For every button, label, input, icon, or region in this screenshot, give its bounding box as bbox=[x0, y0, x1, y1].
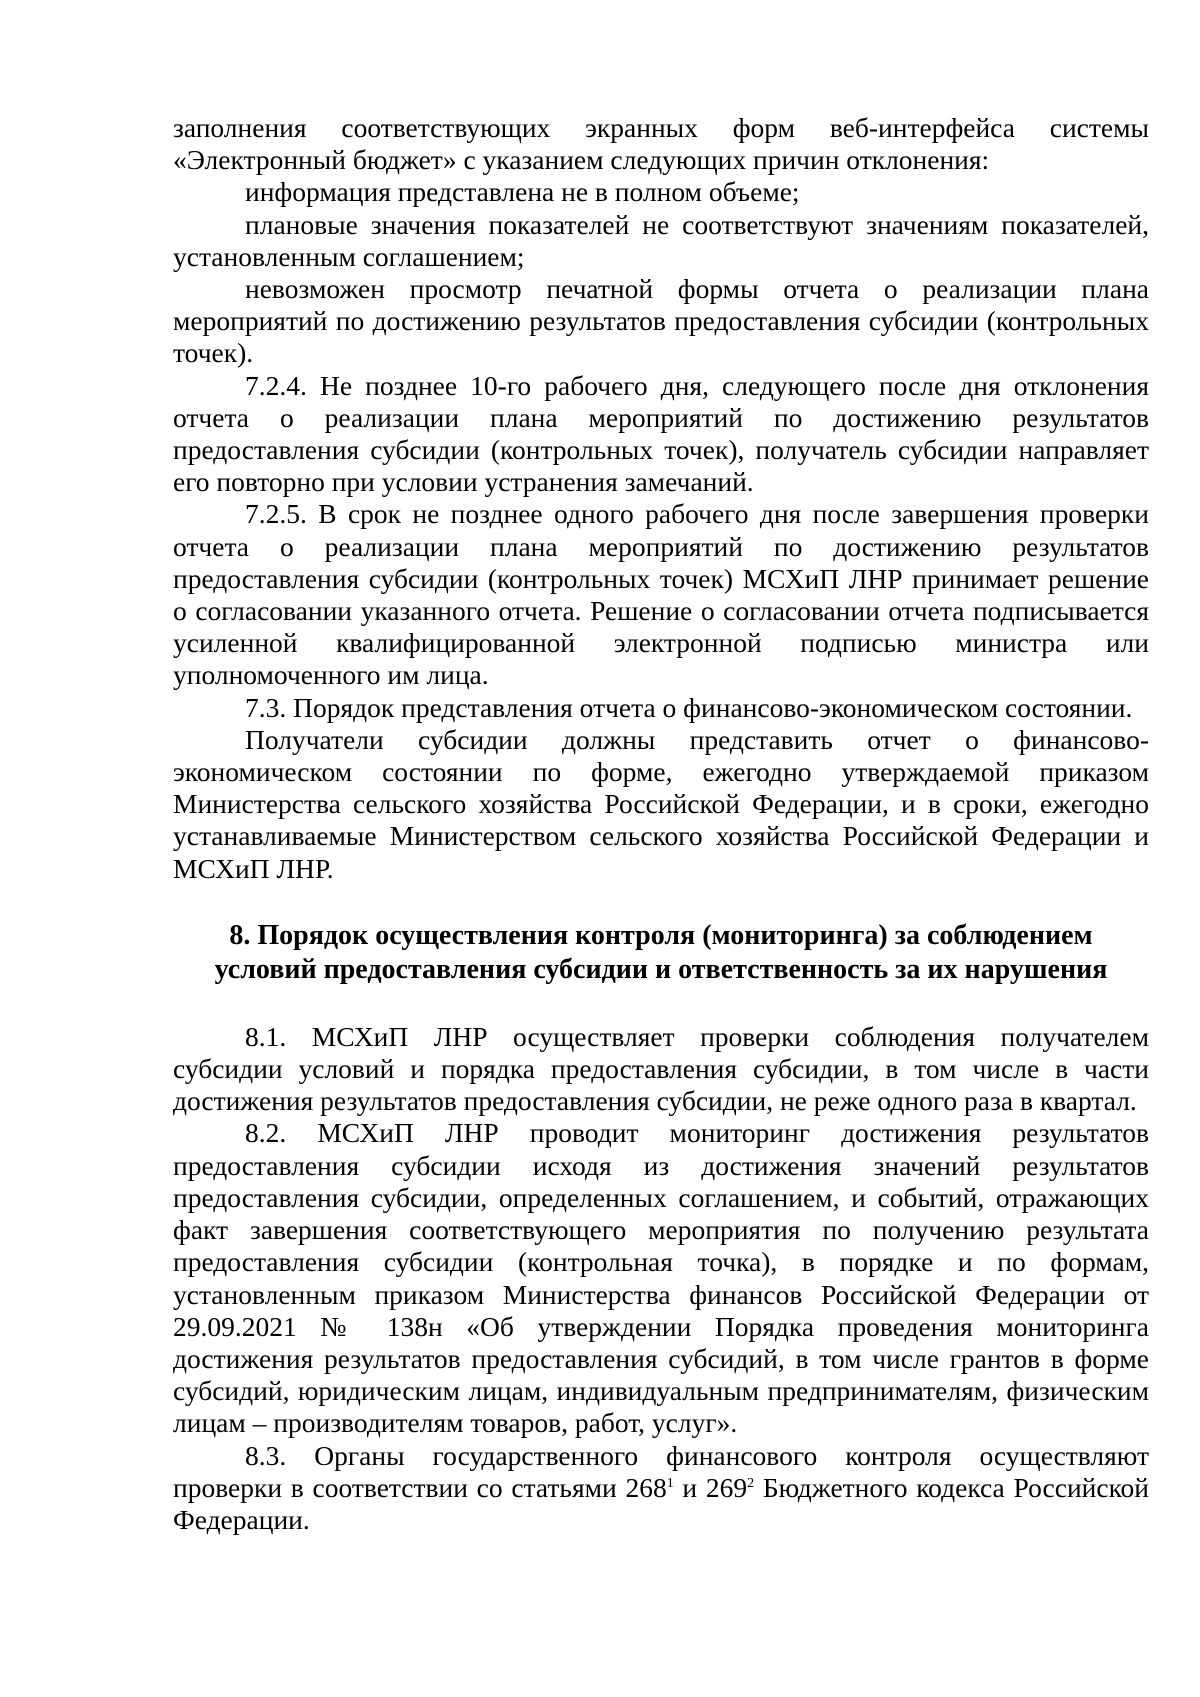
paragraph-7-3: 7.3. Порядок представления отчета о финансово-экономическом состоянии. bbox=[245, 691, 1133, 723]
paragraph-7-2-5: 7.2.5. В срок не позднее одного рабочего дня после завершения проверки отчета о реализации плана мероприятий по достижению результатов предоставления субсидии (контрольных точек) МСХиП ЛНР принимает решение о согласовании указанного отчета. Решение о согласовании отчета подписывается усиленной квалифицированной электронной подписью министра или уполномоченного им лица. bbox=[173, 498, 1149, 691]
p83-part1: 8.3. Органы государственного финансового контроля осуществляют проверки в соответствии со статьями 268 bbox=[173, 1439, 1149, 1503]
heading-line-1: 8. Порядок осуществления контроля (мониторинга) за соблюдением bbox=[229, 919, 1093, 951]
paragraph-7-2-4: 7.2.4. Не позднее 10-го рабочего дня, следующего после дня отклонения отчета о реализации плана мероприятий по достижению результатов предоставления субсидии (контрольных точек), получатель субсидии направляет его повторно при условии устранения замечаний. bbox=[173, 369, 1149, 498]
heading-line-2: условий предоставления субсидии и ответственность за их нарушения bbox=[214, 953, 1108, 985]
p83-sup2: 2 bbox=[747, 1475, 755, 1491]
p83-sup1: 1 bbox=[666, 1475, 674, 1491]
paragraph-recipients-report: Получатели субсидии должны представить отчет о финансово-экономическом состоянии по форме, ежегодно утверждаемой приказом Министерства сельского хозяйства Российской Федерации, и в сроки, ежегодно устанавливаемые Министерством сельского хозяйства Российской Федерации и МСХиП ЛНР. bbox=[173, 723, 1149, 884]
paragraph-reason-no-preview: невозможен просмотр печатной формы отчета о реализации плана мероприятий по достижению результатов предоставления субсидии (контрольных точек). bbox=[173, 273, 1149, 369]
paragraph-reason-mismatch: плановые значения показателей не соответствуют значениям показателей, установленным соглашением; bbox=[173, 208, 1149, 272]
paragraph-reason-incomplete: информация представлена не в полном объеме; bbox=[245, 176, 800, 208]
paragraph-continuation: заполнения соответствующих экранных форм веб-интерфейса системы «Электронный бюджет» с указанием следующих причин отклонения: bbox=[173, 112, 1149, 176]
paragraph-8-3 bbox=[173, 1440, 1149, 1537]
section-8-heading bbox=[173, 919, 1149, 987]
paragraph-8-2: 8.2. МСХиП ЛНР проводит мониторинг достижения результатов предоставления субсидии исходя из достижения значений результатов предоставления субсидии, определенных соглашением, и событий, отражающих факт завершения соответствующего мероприятия по получению результата предоставления субсидии (контрольная точка), в порядке и по формам, установленным приказом Министерства финансов Российской Федерации от 29.09.2021 № 138н «Об утверждении Порядка проведения мониторинга достижения результатов предоставления субсидий, в том числе грантов в форме субсидий, юридическим лицам, индивидуальным предпринимателям, физическим лицам – производителям товаров, работ, услуг». bbox=[173, 1117, 1149, 1439]
document-page bbox=[173, 112, 1149, 1536]
paragraph-8-1: 8.1. МСХиП ЛНР осуществляет проверки соблюдения получателем субсидии условий и порядка предоставления субсидии, в том числе в части достижения результатов предоставления субсидии, не реже одного раза в квартал. bbox=[173, 1020, 1149, 1117]
p83-part3: Бюджетного кодекса Российской Федерации. bbox=[173, 1471, 1150, 1535]
p83-part2: и 269 bbox=[673, 1471, 748, 1503]
